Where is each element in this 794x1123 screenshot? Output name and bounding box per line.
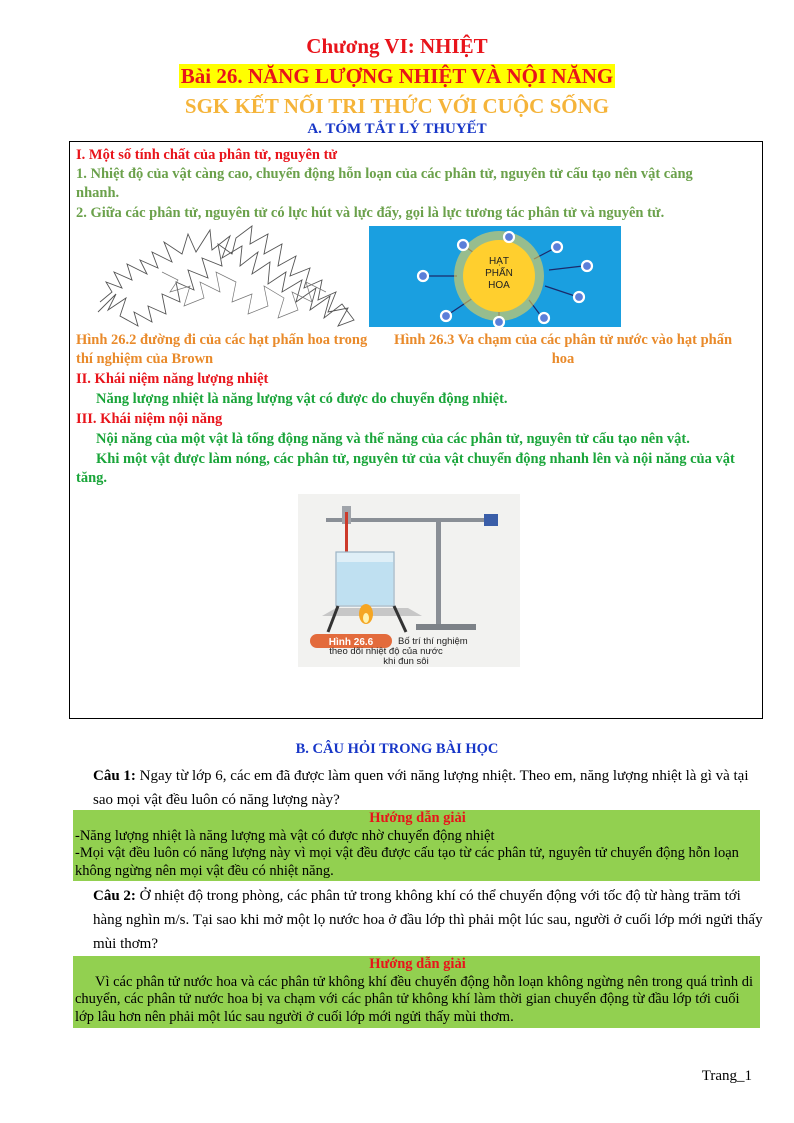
answer-1-line-1: -Năng lượng nhiệt là năng lượng mà vật có được nhờ chuyển động nhiệt	[75, 827, 495, 844]
fig-26-6-caption-3: khi đun sôi	[383, 656, 429, 667]
question-1-label: Câu 1:	[93, 768, 136, 784]
fig-26-2-caption: Hình 26.2 đường đi của các hạt phấn hoa trong thí nghiệm của Brown	[76, 332, 368, 367]
pollen-label-3: HOA	[488, 280, 510, 291]
answer-2	[73, 956, 760, 1028]
section-b-heading: B. CÂU HỎI TRONG BÀI HỌC	[295, 741, 499, 757]
thermal-energy-definition: Năng lượng nhiệt là năng lượng vật có được do chuyển động nhiệt.	[96, 391, 508, 407]
experiment-setup-figure	[298, 494, 520, 667]
answer-1	[73, 810, 760, 881]
property-item-1: 1. Nhiệt độ của vật càng cao, chuyển động hỗn loạn của các phân tử, nguyên tử cấu tạo nên vật càng nhanh.	[76, 166, 693, 201]
property-item-2: 2. Giữa các phân tử, nguyên tử có lực hút và lực đẩy, gọi là lực tương tác phân tử và nguyên tử.	[76, 205, 665, 221]
pollen-label-1: HẠT	[489, 256, 509, 267]
question-2	[93, 884, 763, 956]
brownian-path-figure	[92, 222, 368, 332]
heading-thermal-energy: II. Khái niệm năng lượng nhiệt	[76, 371, 269, 387]
answer-2-line-1: Vì các phân tử nước hoa và các phân tử không khí đều chuyển động hỗn loạn không ngừng nên trong quá trình di chuyển, các phân tử nước hoa bị va chạm với các phân tử không khí làm thời gian chuyển động từ đầu lớp tới cuối lớp lâu hơn nên phải một lúc sau người ở cuối lớp mới ngửi thấy mùi thơm.	[75, 973, 754, 1025]
fig-26-6-tag: Hình 26.6	[328, 637, 374, 648]
chapter-title: Chương VI: NHIỆT	[306, 34, 488, 58]
question-1-text: Ngay từ lớp 6, các em đã được làm quen với năng lượng nhiệt. Theo em, năng lượng nhiệt là gì và tại sao mọi vật đều luôn có năng lượng này?	[93, 768, 749, 808]
fig-26-6-caption-1: Bố trí thí nghiệm	[398, 636, 468, 647]
heading-properties: I. Một số tính chất của phân tử, nguyên tử	[76, 147, 338, 163]
answer-1-title: Hướng dẫn giải	[369, 810, 466, 826]
page-number: Trang_1	[701, 1068, 752, 1084]
question-2-text: Ở nhiệt độ trong phòng, các phân tử trong không khí có thể chuyển động với tốc độ từ hàng trăm tới hàng nghìn m/s. Tại sao khi mở một lọ nước hoa ở đầu lớp thì phải một lúc sau, người ở cuối lớp mới ngửi thấy mùi thơm?	[93, 888, 763, 952]
internal-energy-heating: Khi một vật được làm nóng, các phân tử, nguyên tử của vật chuyển động nhanh lên và nội năng của vật tăng.	[76, 451, 735, 486]
section-a-heading: A. TÓM TẮT LÝ THUYẾT	[307, 121, 487, 137]
internal-energy-definition: Nội năng của một vật là tổng động năng và thế năng của các phân tử, nguyên tử cấu tạo nên vật.	[96, 431, 690, 447]
fig-26-3-caption: Hình 26.3 Va chạm của các phân tử nước vào hạt phấn hoa	[393, 332, 733, 367]
fig-26-6-caption-2: theo dõi nhiệt độ của nước	[329, 646, 443, 657]
pollen-label-2: PHẤN	[485, 268, 513, 279]
question-1	[93, 764, 763, 812]
pollen-collision-figure	[369, 226, 621, 327]
lesson-title	[0, 64, 794, 89]
answer-2-title: Hướng dẫn giải	[369, 956, 466, 972]
answer-1-line-2: -Mọi vật đều luôn có năng lượng này vì mọi vật đều được cấu tạo từ các phân tử, nguyên tử chuyển động hỗn loạn không ngừng nên mọi vật đều có nhiệt năng.	[75, 845, 739, 879]
book-title: SGK KẾT NỐI TRI THỨC VỚI CUỘC SỐNG	[184, 94, 610, 118]
question-2-label: Câu 2:	[93, 888, 136, 904]
lesson-title-text: Bài 26. NĂNG LƯỢNG NHIỆT VÀ NỘI NĂNG	[180, 64, 614, 88]
heading-internal-energy: III. Khái niệm nội năng	[76, 411, 223, 427]
